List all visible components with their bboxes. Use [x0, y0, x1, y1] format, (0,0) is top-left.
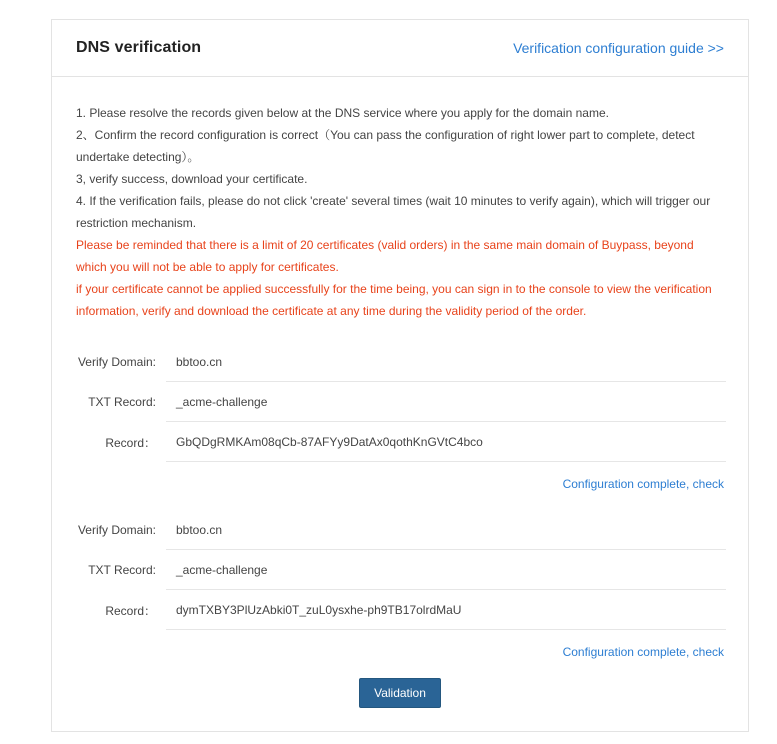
configuration-check-link[interactable]: Configuration complete, check [562, 645, 724, 659]
warning-console: if your certificate cannot be applied successfully for the time being, you can sign in to the console to view the verification information, verify and download the certificate at any time during the validity period of the order. [76, 282, 712, 318]
configuration-check-link[interactable]: Configuration complete, check [562, 477, 724, 491]
instruction-4: 4. If the verification fails, please do not click 'create' several times (wait 10 minutes to verify again), which will trigger our restriction mechanism. [76, 194, 711, 230]
verify-domain-row [52, 510, 748, 550]
configuration-guide-link[interactable]: Verification configuration guide >> [513, 40, 724, 56]
txt-record-row [52, 382, 748, 422]
dns-verification-panel [51, 19, 749, 732]
verify-domain-label: Verify Domain: [77, 523, 156, 537]
txt-record-value: _acme-challenge [166, 550, 726, 590]
validation-button[interactable]: Validation [359, 678, 441, 708]
verify-domain-row [52, 342, 748, 382]
instruction-1: 1. Please resolve the records given below at the DNS service where you apply for the domain name. [76, 106, 609, 120]
instruction-3: 3, verify success, download your certificate. [76, 172, 308, 186]
page-title: DNS verification [76, 39, 202, 56]
record-block-1 [52, 342, 748, 506]
record-label: Record： [105, 435, 156, 450]
check-line [52, 462, 748, 506]
record-value: dymTXBY3PlUzAbki0T_zuL0ysxhe-ph9TB17olrdMaU [166, 590, 726, 630]
record-value: GbQDgRMKAm08qCb-87AFYy9DatAx0qothKnGVtC4bco [166, 422, 726, 462]
record-row [52, 422, 748, 462]
txt-record-value: _acme-challenge [166, 382, 726, 422]
txt-record-label: TXT Record: [88, 395, 156, 409]
validation-button-wrap [52, 678, 748, 708]
record-row [52, 590, 748, 630]
verify-domain-label: Verify Domain: [77, 355, 156, 369]
record-block-2 [52, 510, 748, 674]
warning-limit: Please be reminded that there is a limit of 20 certificates (valid orders) in the same main domain of Buypass, beyond which you will not be able to apply for certificates. [76, 238, 694, 274]
record-label: Record： [105, 603, 156, 618]
verify-domain-value: bbtoo.cn [166, 342, 726, 382]
txt-record-row [52, 550, 748, 590]
check-line [52, 630, 748, 674]
instructions [52, 77, 748, 322]
txt-record-label: TXT Record: [88, 563, 156, 577]
panel-header [52, 20, 748, 77]
instruction-2: 2、Confirm the record configuration is correct（You can pass the configuration of right lower part to complete, detect undertake detecting）。 [76, 128, 695, 164]
verify-domain-value: bbtoo.cn [166, 510, 726, 550]
